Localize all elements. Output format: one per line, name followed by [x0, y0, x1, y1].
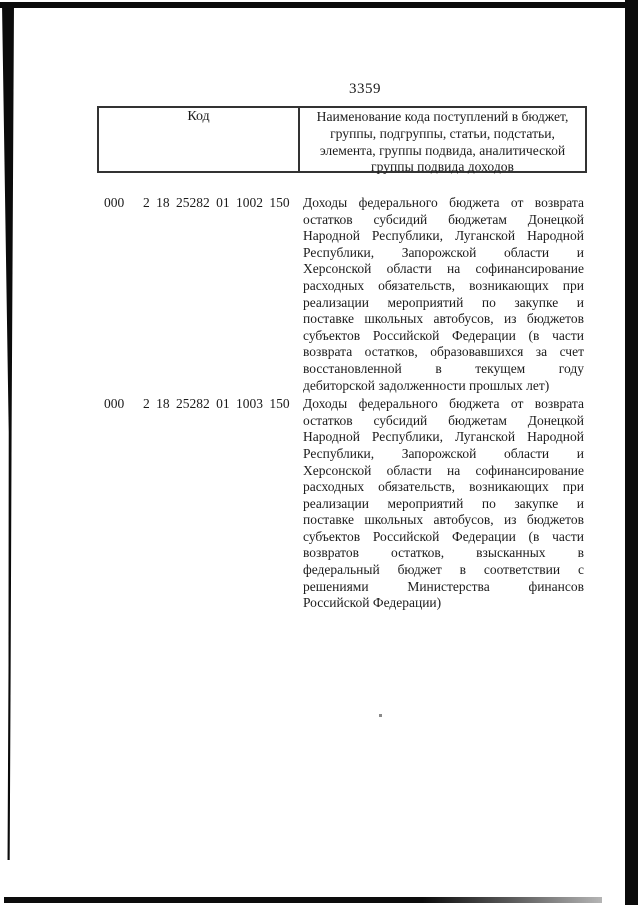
table-header-name-line: Наименование кода поступлений в бюджет,	[316, 109, 569, 124]
scan-speck	[379, 714, 382, 717]
entry-description-line: Херсонской области на софинансирование	[303, 462, 584, 478]
entry-description-line: возвратов остатков, взысканных в	[303, 545, 584, 561]
table-header-name-line: элемента, группы подвида, аналитической	[319, 142, 566, 158]
entry-description-line: субъектов Российской Федерации (в части	[303, 528, 584, 544]
table-header-name-label	[300, 108, 585, 175]
table-row	[0, 396, 640, 612]
scan-edge-bottom	[4, 897, 602, 903]
entry-description-line: расходных обязательств, возникающих при	[303, 479, 584, 495]
entry-budget-code: 2 18 25282 01 1003 150	[143, 396, 290, 412]
entry-description-line: поставке школьных автобусов, из бюджетов	[303, 512, 584, 528]
table-header-code-label: Код	[99, 108, 300, 171]
entry-description-line: Республики, Запорожской области и	[303, 244, 584, 260]
entry-description-line: реализации мероприятий по закупке и	[303, 495, 584, 511]
table-header	[97, 106, 587, 173]
entry-description-line: Российской Федерации)	[303, 595, 442, 611]
table-body	[0, 195, 640, 614]
entry-admin-code: 000	[104, 396, 125, 412]
entry-description-line: Доходы федерального бюджета от возврата	[303, 396, 584, 412]
entry-description	[303, 195, 584, 394]
table-row	[0, 195, 640, 394]
entry-description-line: дебиторской задолженности прошлых лет)	[303, 377, 550, 393]
entry-admin-code: 000	[104, 195, 125, 210]
entry-description-line: субъектов Российской Федерации (в части	[303, 327, 584, 343]
entry-description-line: расходных обязательств, возникающих при	[303, 277, 584, 293]
entry-description-line: остатков субсидий бюджетам Донецкой	[303, 412, 584, 428]
entry-description-line: восстановленной в текущем году	[303, 360, 584, 376]
entry-description-line: Народной Республики, Луганской Народной	[303, 429, 584, 445]
entry-budget-code: 2 18 25282 01 1002 150	[143, 195, 290, 210]
entry-description-line: Народной Республики, Луганской Народной	[303, 228, 584, 244]
entry-description-line: возврата остатков, образовавшихся за счет	[303, 344, 584, 360]
entry-description-line: остатков субсидий бюджетам Донецкой	[303, 211, 584, 227]
table-header-name-line: группы подвида доходов	[371, 159, 514, 175]
table-header-name-line: группы, подгруппы, статьи, подстатьи,	[330, 125, 555, 141]
scan-edge-top	[0, 2, 636, 8]
entry-description	[303, 396, 584, 612]
entry-description-line: Республики, Запорожской области и	[303, 445, 584, 461]
entry-description-line: реализации мероприятий по закупке и	[303, 294, 584, 310]
entry-description-line: поставке школьных автобусов, из бюджетов	[303, 311, 584, 327]
entry-description-line: Доходы федерального бюджета от возврата	[303, 195, 584, 210]
entry-description-line: федеральный бюджет в соответствии с	[303, 562, 584, 578]
entry-description-line: Херсонской области на софинансирование	[303, 261, 584, 277]
entry-description-line: решениями Министерства финансов	[303, 578, 584, 594]
page-number: 3359	[349, 81, 381, 97]
